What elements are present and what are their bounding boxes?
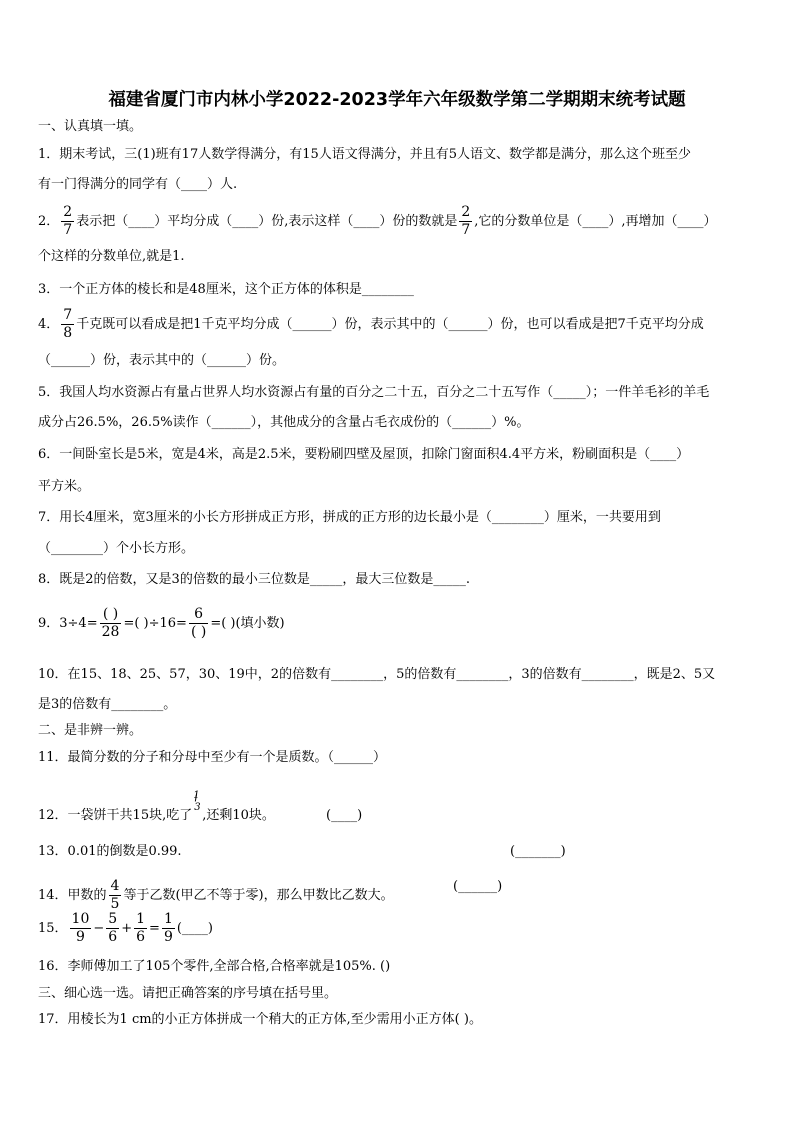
- question-2-line-2: 个这样的分数单位,就是1.: [38, 249, 185, 264]
- question-2-line-1: [38, 204, 717, 239]
- question-4-line-1: [38, 307, 704, 342]
- operator: −: [93, 921, 105, 936]
- question-text: =( )(填小数): [210, 616, 285, 631]
- question-8: 8．既是2的倍数，又是3的倍数的最小三位数是_____，最大三位数是_____.: [38, 572, 470, 587]
- question-7-line-1: 7．用长4厘米，宽3厘米的小长方形拼成正方形，拼成的正方形的边长最小是（________）厘米，一共要用到: [38, 510, 661, 525]
- question-number: 4．: [38, 317, 60, 332]
- question-10-line-2: 是3的倍数有________。: [38, 697, 177, 712]
- answer-bracket: (____): [326, 808, 363, 823]
- answer-bracket: (_______): [510, 844, 566, 859]
- question-1-line-1: 1．期末考试，三(1)班有17人数学得满分，有15人语文得满分，并且有5人语文、数学都是满分，那么这个班至少: [38, 147, 692, 162]
- question-text: ,它的分数单位是（____）,再增加（____）: [474, 214, 717, 229]
- question-5-line-2: 成分占26.5%，26.5%读作（______），其他成分的含量占毛衣成份的（______）%。: [38, 415, 530, 430]
- fraction: 1 3: [193, 790, 201, 813]
- operator: =: [149, 921, 160, 936]
- section-heading-1: 一、认真填一填。: [38, 119, 143, 134]
- fraction: $\frac{7}{8}$: [63, 307, 73, 341]
- fraction: $\frac{4}{5}$: [110, 878, 120, 912]
- section-heading-3: 三、细心选一选。请把正确答案的序号填在括号里。: [38, 986, 338, 1001]
- fraction: $\frac{1}{9}$: [163, 911, 173, 945]
- question-16: 16．李师傅加工了105个零件,全部合格,合格率就是105%. (): [38, 959, 391, 974]
- question-12: [38, 790, 275, 825]
- question-number: 2．: [38, 214, 60, 229]
- question-15: [38, 911, 213, 946]
- question-text: 千克既可以看成是把1千克平均分成（______）份，表示其中的（______）份，也可以看成是把7千克平均分成: [76, 317, 704, 332]
- question-text: ,还剩10块。: [202, 808, 275, 823]
- question-text: 等于乙数(甲乙不等于零)，那么甲数比乙数大。: [123, 888, 394, 903]
- fraction: $\frac{1}{6}$: [136, 911, 146, 945]
- section-heading-2: 二、是非辨一辨。: [38, 723, 143, 738]
- question-11: 11．最简分数的分子和分母中至少有一个是质数。（______）: [38, 750, 387, 765]
- question-3: 3．一个正方体的棱长和是48厘米，这个正方体的体积是________: [38, 282, 414, 297]
- question-6-line-1: 6．一间卧室长是5米，宽是4米，高是2.5米，要粉刷四壁及屋顶，扣除门窗面积4.4平方米，粉刷面积是（____）: [38, 447, 690, 462]
- fraction: $\frac{6}{( )}$: [190, 606, 207, 640]
- fraction: $\frac{2}{7}$: [63, 204, 73, 238]
- answer-bracket: (____): [176, 921, 214, 936]
- question-17: 17．用棱长为1 cm的小正方体拼成一个稍大的正方体,至少需用小正方体( )。: [38, 1012, 482, 1027]
- question-9: [38, 606, 285, 641]
- question-10-line-1: 10．在15、18、25、57，30、19中，2的倍数有________，5的倍数有________，3的倍数有________，既是2、5又: [38, 667, 716, 682]
- answer-bracket: (______): [453, 879, 503, 894]
- question-text: 12．一袋饼干共15块,吃了: [38, 808, 193, 823]
- question-text: 14．甲数的: [38, 888, 107, 903]
- question-4-line-2: （______）份，表示其中的（______）份。: [38, 353, 286, 368]
- operator: +: [121, 921, 133, 936]
- fraction: $\frac{10}{9}$: [71, 911, 90, 945]
- question-6-line-2: 平方米。: [38, 479, 91, 494]
- question-number: 15．: [38, 921, 68, 936]
- fraction: $\frac{( )}{28}$: [101, 606, 120, 640]
- fraction: $\frac{2}{7}$: [461, 204, 471, 238]
- fraction: $\frac{5}{6}$: [108, 911, 118, 945]
- question-14: [38, 878, 394, 913]
- question-text: =( )÷16=: [123, 616, 187, 631]
- question-5-line-1: 5．我国人均水资源占有量占世界人均水资源占有量的百分之二十五，百分之二十五写作（_____）；一件羊毛衫的羊毛: [38, 385, 710, 400]
- question-text: 表示把（____）平均分成（____）份,表示这样（____）份的数就是: [76, 214, 458, 229]
- question-7-line-2: （________）个小长方形。: [38, 541, 195, 556]
- page-title: 福建省厦门市内林小学2022-2023学年六年级数学第二学期期末统考试题: [108, 90, 686, 110]
- question-number: 9．3÷4=: [38, 616, 98, 631]
- question-13: 13．0.01的倒数是0.99.: [38, 844, 182, 859]
- question-1-line-2: 有一门得满分的同学有（____）人.: [38, 177, 238, 192]
